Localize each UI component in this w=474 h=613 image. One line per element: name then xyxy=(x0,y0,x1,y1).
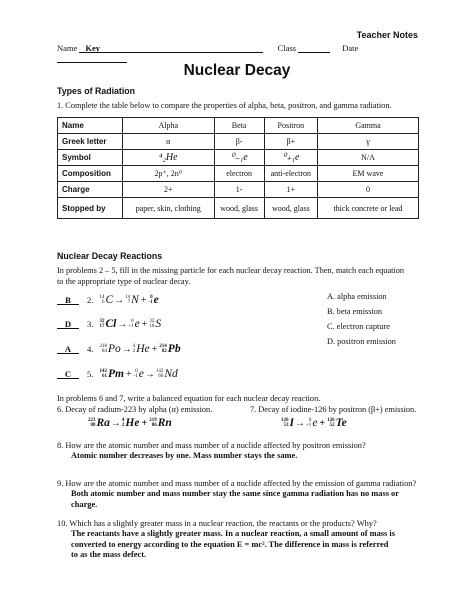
date-label: Date xyxy=(342,43,359,53)
row-label-composition: Composition xyxy=(58,166,123,182)
choice-b: B. beta emission xyxy=(327,307,383,316)
table-header-positron: Positron xyxy=(264,118,317,134)
answer-10-line3: to as the mass defect. xyxy=(71,550,147,560)
question-8: 8. How are the atomic number and mass number of a nuclide affected by positron emission? xyxy=(57,441,366,450)
table-cell: β+ xyxy=(264,134,317,150)
table-header-alpha: Alpha xyxy=(123,118,215,134)
section-heading-reactions: Nuclear Decay Reactions xyxy=(57,251,163,261)
equation-3: 32 17 Cl → 0 +1 e + 32 16 S xyxy=(99,318,162,330)
table-row xyxy=(58,182,419,198)
instruction-1: 1. Complete the table below to compare the properties of alpha, beta, positron, and gamma radiation. xyxy=(57,101,392,110)
class-label: Class xyxy=(277,43,296,53)
answer-9-line1: Both atomic number and mass number stay the same since gamma radiation has no mass or xyxy=(71,489,399,499)
problem-number: 2. xyxy=(87,295,94,305)
table-cell: 1+ xyxy=(264,182,317,198)
table-cell: wood, glass xyxy=(214,198,264,219)
question-10: 10. Which has a slightly greater mass in a nuclear reaction, the reactants or the products? Why? xyxy=(57,519,377,528)
equation-2: 14 6 C → 14 7 N + 0 -1 e xyxy=(99,294,159,306)
page-title: Nuclear Decay xyxy=(183,62,291,79)
table-cell: 2p⁺, 2n⁰ xyxy=(123,166,215,182)
answer-10-line1: The reactants have a slightly greater mass. In a nuclear reaction, a small amount of mass is xyxy=(71,529,395,539)
question-6: 6. Decay of radium-223 by alpha (α) emission. xyxy=(57,405,213,414)
table-header-name: Name xyxy=(58,118,123,134)
table-cell: γ xyxy=(317,134,418,150)
answer-blank-4[interactable]: A xyxy=(57,344,79,354)
properties-table xyxy=(57,117,419,219)
answer-equation-7: 126 53 I → 0 +1 e + 126 52 Te xyxy=(281,417,347,429)
table-row xyxy=(58,150,419,166)
name-value: Key xyxy=(85,43,101,53)
class-field[interactable] xyxy=(298,43,330,53)
instruction-2-line1: In problems 2 – 5, fill in the missing particle for each nuclear decay reaction. Then, match each equation xyxy=(57,266,405,275)
name-field[interactable] xyxy=(79,43,263,53)
table-cell: ⁰₋₁e xyxy=(214,150,264,166)
question-8-block xyxy=(57,441,447,462)
table-cell: ⁰₊₁e xyxy=(264,150,317,166)
name-label: Name xyxy=(57,43,78,53)
table-cell: N/A xyxy=(317,150,418,166)
problem-3 xyxy=(57,316,161,332)
row-label-charge: Charge xyxy=(58,182,123,198)
table-cell: 1- xyxy=(214,182,264,198)
choice-c: C. electron capture xyxy=(327,322,390,331)
answer-8: Atomic number decreases by one. Mass number stays the same. xyxy=(71,451,298,461)
section-heading-types: Types of Radiation xyxy=(57,86,136,96)
problem-number: 5. xyxy=(87,369,94,379)
table-cell: electron xyxy=(214,166,264,182)
instruction-3: In problems 6 and 7, write a balanced equation for each nuclear decay reaction. xyxy=(57,394,321,403)
question-9: 9. How are the atomic number and mass number of a nuclide affected by the emission of gamma radiation? xyxy=(57,479,417,488)
row-label-symbol: Symbol xyxy=(58,150,123,166)
answer-blank-3[interactable]: D xyxy=(57,319,79,329)
table-header-beta: Beta xyxy=(214,118,264,134)
table-cell: wood, glass xyxy=(264,198,317,219)
table-cell: ⁴₂He xyxy=(123,150,215,166)
answer-10-line2: converted to energy according to the equation E = mc². The difference in mass is referred xyxy=(71,539,389,549)
problem-number: 4. xyxy=(87,344,94,354)
answer-blank-2[interactable]: B xyxy=(57,295,79,305)
table-row xyxy=(58,198,419,219)
choice-d: D. positron emission xyxy=(327,337,396,346)
problem-5 xyxy=(57,366,178,382)
instruction-2-line2: to the appropriate type of nuclear decay. xyxy=(57,276,191,286)
table-cell: α xyxy=(123,134,215,150)
equation-4: 218 84 Po → 4 2 He + 214 82 Pb xyxy=(99,343,181,355)
answer-equation-6: 223 88 Ra → 4 2 He + 219 86 Rn xyxy=(88,417,172,429)
table-row xyxy=(58,134,419,150)
teacher-notes-label: Teacher Notes xyxy=(356,30,418,40)
table-cell: EM wave xyxy=(317,166,418,182)
table-cell: anti-electron xyxy=(264,166,317,182)
table-cell: thick concrete or lead xyxy=(317,198,418,219)
equation-5: 142 61 Pm + 0 -1 e → 142 60 Nd xyxy=(99,368,178,380)
problem-4 xyxy=(57,341,181,357)
table-cell: paper, skin, clothing xyxy=(123,198,215,219)
table-header-row xyxy=(58,118,419,134)
question-10-block xyxy=(57,519,457,561)
choice-a: A. alpha emission xyxy=(327,292,387,301)
table-header-gamma: Gamma xyxy=(317,118,418,134)
table-cell: 2+ xyxy=(123,182,215,198)
header-row xyxy=(57,43,417,55)
problem-2 xyxy=(57,292,159,308)
question-7: 7. Decay of iodine-126 by positron (β+) emission. xyxy=(250,405,417,414)
row-label-greek: Greek letter xyxy=(58,134,123,150)
table-row xyxy=(58,166,419,182)
table-cell: 0 xyxy=(317,182,418,198)
problem-number: 3. xyxy=(87,319,94,329)
answer-blank-5[interactable]: C xyxy=(57,369,79,379)
row-label-stopped-by: Stopped by xyxy=(58,198,123,219)
instruction-2 xyxy=(57,266,437,287)
answer-9-line2: charge. xyxy=(71,499,98,509)
question-9-block xyxy=(57,479,457,510)
table-cell: β- xyxy=(214,134,264,150)
